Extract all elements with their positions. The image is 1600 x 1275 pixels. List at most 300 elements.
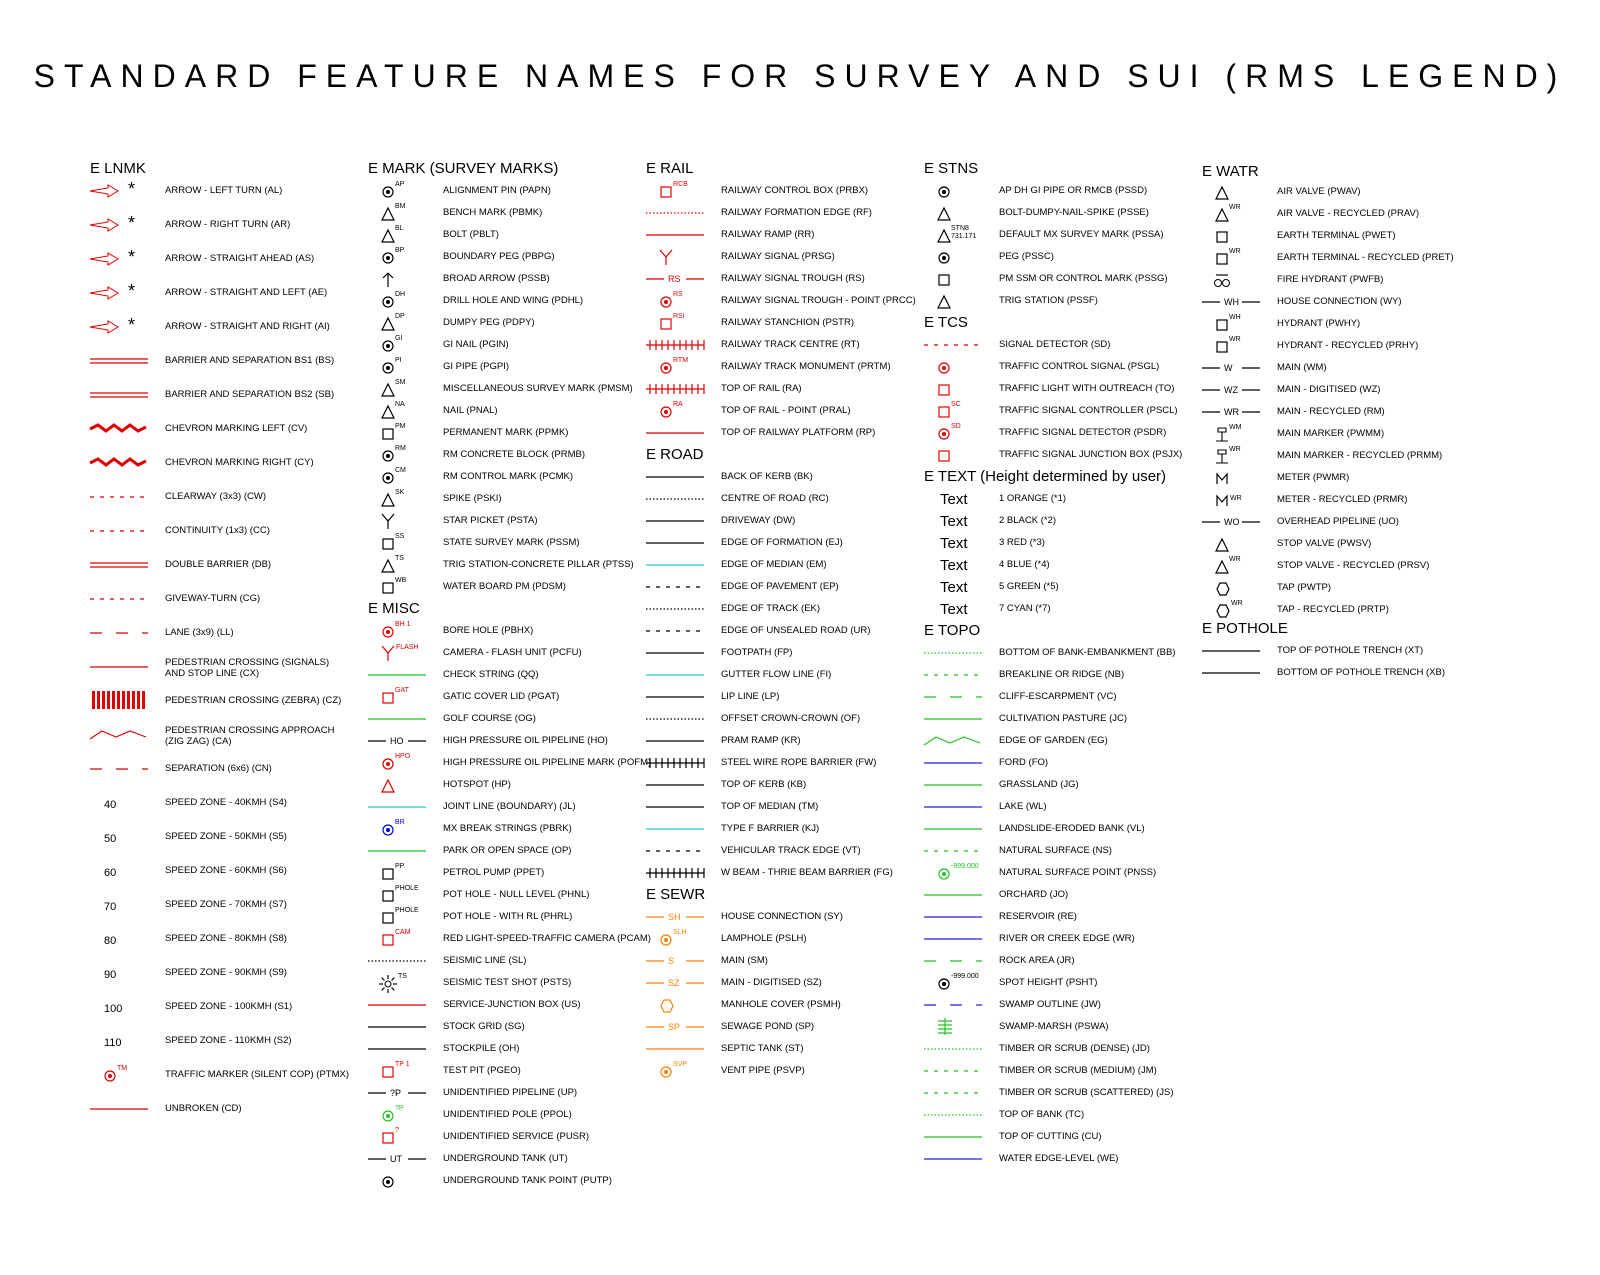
legend-label: RAILWAY TRACK CENTRE (RT) — [721, 339, 860, 350]
legend-label: ROCK AREA (JR) — [999, 955, 1075, 966]
legend-label: STOP VALVE - RECYCLED (PRSV) — [1277, 560, 1430, 571]
legend-row — [90, 826, 380, 848]
legend-label: LANDSLIDE-ERODED BANK (VL) — [999, 823, 1145, 834]
zebra-symbol-icon — [82, 687, 156, 715]
legend-label: GUTTER FLOW LINE (FI) — [721, 669, 832, 680]
legend-label: BOTTOM OF BANK-EMBANKMENT (BB) — [999, 647, 1176, 658]
legend-row — [90, 1030, 380, 1052]
svg-text:WZ: WZ — [1224, 385, 1238, 395]
legend-label: LANE (3x9) (LL) — [165, 627, 234, 638]
legend-label: PEDESTRIAN CROSSING (ZEBRA) (CZ) — [165, 695, 342, 706]
legend-label: DUMPY PEG (PDPY) — [443, 317, 535, 328]
legend-label: EARTH TERMINAL - RECYCLED (PRET) — [1277, 252, 1454, 263]
legend-label: SEPTIC TANK (ST) — [721, 1043, 804, 1054]
legend-label: SEISMIC LINE (SL) — [443, 955, 527, 966]
legend-label: RAILWAY FORMATION EDGE (RF) — [721, 207, 872, 218]
svg-text:RS: RS — [673, 291, 683, 298]
legend-label: AP DH GI PIPE OR RMCB (PSSD) — [999, 185, 1148, 196]
legend-row — [90, 724, 380, 746]
section-heading: E SEWR — [646, 886, 706, 903]
svg-text:SS: SS — [395, 533, 405, 540]
legend-label: PERMANENT MARK (PPMK) — [443, 427, 569, 438]
svg-text:*: * — [128, 213, 136, 233]
section-heading: E MISC — [368, 600, 420, 617]
text-symbol-icon — [82, 925, 156, 953]
legend-label: MAIN - RECYCLED (RM) — [1277, 406, 1385, 417]
svg-text:STN8: STN8 — [951, 225, 969, 232]
legend-row — [90, 690, 380, 712]
svg-text:FLASH: FLASH — [396, 644, 419, 651]
svg-text:GI: GI — [395, 335, 403, 342]
legend-row — [90, 452, 380, 474]
legend-label: MANHOLE COVER (PSMH) — [721, 999, 841, 1010]
legend-label: DRIVEWAY (DW) — [721, 515, 796, 526]
legend-row — [90, 248, 380, 270]
legend-label: LAMPHOLE (PSLH) — [721, 933, 807, 944]
legend-label: MX BREAK STRINGS (PBRK) — [443, 823, 572, 834]
svg-text:WR: WR — [1230, 495, 1242, 502]
legend-label: PEG (PSSC) — [999, 251, 1054, 262]
svg-text:WH: WH — [1224, 297, 1239, 307]
legend-label: NAIL (PNAL) — [443, 405, 498, 416]
circle-symbol-icon — [360, 1167, 434, 1195]
legend-label: CENTRE OF ROAD (RC) — [721, 493, 829, 504]
legend-label: 2 BLACK (*2) — [999, 515, 1057, 526]
legend-label: DOUBLE BARRIER (DB) — [165, 559, 272, 570]
text-symbol-icon — [82, 857, 156, 885]
legend-label: BORE HOLE (PBHX) — [443, 625, 534, 636]
svg-text:HO: HO — [390, 736, 404, 746]
svg-text:SD: SD — [951, 423, 961, 430]
svg-text:TS: TS — [398, 973, 407, 980]
legend-label: WATER BOARD PM (PDSM) — [443, 581, 566, 592]
legend-label: PARK OR OPEN SPACE (OP) — [443, 845, 572, 856]
legend-label: LIP LINE (LP) — [721, 691, 780, 702]
legend-label: SPIKE (PSKI) — [443, 493, 502, 504]
legend-label: GI NAIL (PGIN) — [443, 339, 509, 350]
line-symbol-icon — [82, 1095, 156, 1123]
legend-label: MAIN MARKER (PWMM) — [1277, 428, 1385, 439]
legend-label: DEFAULT MX SURVEY MARK (PSSA) — [999, 229, 1164, 240]
svg-text:AP: AP — [395, 181, 405, 188]
svg-text:WB: WB — [395, 577, 407, 584]
legend-row — [90, 1064, 380, 1086]
legend-label: RAILWAY SIGNAL (PRSG) — [721, 251, 835, 262]
svg-text:CM: CM — [395, 467, 406, 474]
arrow-symbol-icon — [82, 177, 156, 205]
legend-label: PM SSM OR CONTROL MARK (PSSG) — [999, 273, 1168, 284]
legend-label: ALIGNMENT PIN (PAPN) — [443, 185, 551, 196]
legend-row — [90, 486, 380, 508]
zigzag-symbol-icon — [82, 721, 156, 749]
section-heading: E POTHOLE — [1202, 620, 1288, 637]
legend-label: TOP OF KERB (KB) — [721, 779, 807, 790]
svg-text:NA: NA — [395, 401, 405, 408]
legend-row — [90, 520, 380, 542]
legend-label: RAILWAY STANCHION (PSTR) — [721, 317, 855, 328]
legend-label: TRIG STATION-CONCRETE PILLAR (PTSS) — [443, 559, 634, 570]
section-heading: E TEXT (Height determined by user) — [924, 468, 1167, 485]
legend-label: GI PIPE (PGPI) — [443, 361, 509, 372]
legend-label: BENCH MARK (PBMK) — [443, 207, 543, 218]
legend-label: STATE SURVEY MARK (PSSM) — [443, 537, 580, 548]
legend-label: PEDESTRIAN CROSSING (SIGNALS) AND STOP LINE (CX) — [165, 657, 330, 679]
legend-label: TRAFFIC SIGNAL JUNCTION BOX (PSJX) — [999, 449, 1183, 460]
legend-label: TOP OF BANK (TC) — [999, 1109, 1085, 1120]
legend-label: HYDRANT (PWHY) — [1277, 318, 1361, 329]
section-heading: E MARK (SURVEY MARKS) — [368, 160, 559, 177]
legend-label: TOP OF RAIL (RA) — [721, 383, 802, 394]
section-heading: E TCS — [924, 314, 968, 331]
svg-text:GAT: GAT — [395, 687, 409, 694]
legend-label: RESERVOIR (RE) — [999, 911, 1077, 922]
legend-row — [1202, 599, 1492, 621]
longdash-symbol-icon — [82, 755, 156, 783]
thick-symbol-icon — [82, 415, 156, 443]
text-symbol-icon — [82, 993, 156, 1021]
svg-text:BM: BM — [395, 203, 406, 210]
section-heading: E WATR — [1202, 163, 1259, 180]
legend-label: OFFSET CROWN-CROWN (OF) — [721, 713, 861, 724]
legend-label: STAR PICKET (PSTA) — [443, 515, 538, 526]
circle-symbol-icon — [638, 1057, 712, 1085]
double-symbol-icon — [82, 381, 156, 409]
legend-label: ARROW - STRAIGHT AND RIGHT (AI) — [165, 321, 330, 332]
legend-label: PRAM RAMP (KR) — [721, 735, 801, 746]
legend-label: MAIN (WM) — [1277, 362, 1327, 373]
legend-row — [90, 860, 380, 882]
svg-text:BR: BR — [395, 819, 405, 826]
svg-text:PP: PP — [395, 863, 405, 870]
legend-label: BOLT (PBLT) — [443, 229, 499, 240]
legend-row — [90, 622, 380, 644]
legend-label: HOUSE CONNECTION (SY) — [721, 911, 843, 922]
svg-text:PM: PM — [395, 423, 406, 430]
legend-label: GOLF COURSE (OG) — [443, 713, 536, 724]
section-heading: E RAIL — [646, 160, 694, 177]
legend-label: TOP OF POTHOLE TRENCH (XT) — [1277, 645, 1424, 656]
legend-row — [90, 1098, 380, 1120]
svg-text:100: 100 — [104, 1003, 123, 1015]
legend-label: TEST PIT (PGEO) — [443, 1065, 521, 1076]
legend-label: TRAFFIC CONTROL SIGNAL (PSGL) — [999, 361, 1160, 372]
svg-text:RTM: RTM — [673, 357, 689, 364]
legend-label: EDGE OF TRACK (EK) — [721, 603, 821, 614]
svg-text:*: * — [128, 281, 136, 301]
section-heading: E TOPO — [924, 622, 981, 639]
double-symbol-icon — [82, 347, 156, 375]
legend-label: NATURAL SURFACE POINT (PNSS) — [999, 867, 1157, 878]
legend-label: CONTINUITY (1x3) (CC) — [165, 525, 270, 536]
legend-row — [90, 928, 380, 950]
svg-text:110: 110 — [104, 1037, 122, 1049]
legend-label: GATIC COVER LID (PGAT) — [443, 691, 560, 702]
svg-text:RSI: RSI — [673, 313, 685, 320]
svg-text:*: * — [128, 247, 136, 267]
legend-label: TRAFFIC SIGNAL CONTROLLER (PSCL) — [999, 405, 1178, 416]
svg-text:TP 1: TP 1 — [395, 1061, 410, 1068]
legend-label: HOUSE CONNECTION (WY) — [1277, 296, 1402, 307]
legend-row — [90, 588, 380, 610]
svg-text:SVP: SVP — [673, 1061, 688, 1068]
legend-label: RAILWAY TRACK MONUMENT (PRTM) — [721, 361, 891, 372]
svg-text:Text: Text — [940, 535, 968, 552]
legend-row — [90, 418, 380, 440]
legend-label: SPEED ZONE - 70KMH (S7) — [165, 899, 287, 910]
legend-label: EDGE OF UNSEALED ROAD (UR) — [721, 625, 871, 636]
section-heading: E ROAD — [646, 446, 704, 463]
svg-text:TM: TM — [117, 1065, 128, 1072]
legend-label: UNIDENTIFIED PIPELINE (UP) — [443, 1087, 578, 1098]
legend-label: TRAFFIC MARKER (SILENT COP) (PTMX) — [165, 1069, 350, 1080]
svg-text:PI: PI — [395, 357, 402, 364]
legend-label: SERVICE-JUNCTION BOX (US) — [443, 999, 581, 1010]
legend-label: BOLT-DUMPY-NAIL-SPIKE (PSSE) — [999, 207, 1149, 218]
legend-label: FORD (FO) — [999, 757, 1049, 768]
legend-label: TAP - RECYCLED (PRTP) — [1277, 604, 1389, 615]
svg-text:WR: WR — [1229, 204, 1241, 211]
svg-text:WR: WR — [1224, 407, 1239, 417]
legend-row — [646, 862, 936, 884]
line-symbol-icon — [638, 419, 712, 447]
legend-label: RM CONCRETE BLOCK (PRMB) — [443, 449, 585, 460]
legend-label: 5 GREEN (*5) — [999, 581, 1059, 592]
svg-text:SK: SK — [395, 489, 405, 496]
triangle-symbol-icon — [916, 287, 990, 315]
svg-text:DH: DH — [395, 291, 406, 298]
legend-label: HYDRANT - RECYCLED (PRHY) — [1277, 340, 1419, 351]
legend-label: DRILL HOLE AND WING (PDHL) — [443, 295, 584, 306]
svg-text:S: S — [668, 956, 675, 966]
legend-label: POT HOLE - NULL LEVEL (PHNL) — [443, 889, 590, 900]
legend-label: 1 ORANGE (*1) — [999, 493, 1067, 504]
svg-text:WH: WH — [1229, 314, 1241, 321]
legend-label: UNBROKEN (CD) — [165, 1103, 242, 1114]
svg-text:WR: WR — [1229, 248, 1241, 255]
legend-label: ARROW - LEFT TURN (AL) — [165, 185, 283, 196]
legend-label: PEDESTRIAN CROSSING APPROACH (ZIG ZAG) (CA) — [165, 725, 335, 747]
legend-row — [646, 422, 936, 444]
line-symbol-icon — [82, 653, 156, 681]
square-symbol-icon — [916, 441, 990, 469]
svg-text:70: 70 — [104, 901, 117, 913]
legend-label: SPEED ZONE - 40KMH (S4) — [165, 797, 287, 808]
legend-label: MISCELLANEOUS SURVEY MARK (PMSM) — [443, 383, 633, 394]
svg-text:SP: SP — [668, 1022, 681, 1032]
arrow-symbol-icon — [82, 279, 156, 307]
text-symbol-icon — [82, 789, 156, 817]
legend-label: CLIFF-ESCARPMENT (VC) — [999, 691, 1117, 702]
legend-label: BREAKLINE OR RIDGE (NB) — [999, 669, 1125, 680]
svg-text:40: 40 — [104, 799, 117, 811]
legend-label: UNIDENTIFIED SERVICE (PUSR) — [443, 1131, 590, 1142]
svg-text:Text: Text — [940, 513, 968, 530]
legend-label: HOTSPOT (HP) — [443, 779, 511, 790]
svg-text:RA: RA — [673, 401, 683, 408]
legend-label: SPEED ZONE - 80KMH (S8) — [165, 933, 287, 944]
legend-label: TRAFFIC LIGHT WITH OUTREACH (TO) — [999, 383, 1175, 394]
svg-text:SZ: SZ — [668, 978, 680, 988]
text-symbol-icon — [82, 1027, 156, 1055]
legend-label: PETROL PUMP (PPET) — [443, 867, 545, 878]
dash-symbol-icon — [82, 585, 156, 613]
legend-label: SPEED ZONE - 110KMH (S2) — [165, 1035, 292, 1046]
legend-label: EDGE OF PAVEMENT (EP) — [721, 581, 839, 592]
svg-text:WO: WO — [1224, 517, 1240, 527]
legend-label: SPEED ZONE - 90KMH (S9) — [165, 967, 287, 978]
svg-text:*: * — [128, 179, 136, 199]
legend-label: TAP (PWTP) — [1277, 582, 1332, 593]
svg-text:?: ? — [395, 1127, 399, 1134]
legend-label: TRIG STATION (PSSF) — [999, 295, 1098, 306]
svg-text:RCB: RCB — [673, 181, 688, 188]
legend-label: STOP VALVE (PWSV) — [1277, 538, 1372, 549]
legend-label: FOOTPATH (FP) — [721, 647, 793, 658]
svg-text:Text: Text — [940, 579, 968, 596]
legend-label: HIGH PRESSURE OIL PIPELINE MARK (POFM) — [443, 757, 652, 768]
legend-row — [90, 214, 380, 236]
legend-label: WATER EDGE-LEVEL (WE) — [999, 1153, 1119, 1164]
svg-text:?P: ?P — [395, 1105, 404, 1112]
legend-label: MAIN (SM) — [721, 955, 768, 966]
legend-label: RAILWAY RAMP (RR) — [721, 229, 815, 240]
legend-label: GIVEWAY-TURN (CG) — [165, 593, 261, 604]
legend-label: MAIN - DIGITISED (SZ) — [721, 977, 822, 988]
double-symbol-icon — [82, 551, 156, 579]
legend-label: EARTH TERMINAL (PWET) — [1277, 230, 1396, 241]
legend-row — [924, 290, 1214, 312]
legend-label: CLEARWAY (3x3) (CW) — [165, 491, 266, 502]
svg-text:50: 50 — [104, 833, 117, 845]
legend-label: ORCHARD (JO) — [999, 889, 1069, 900]
legend-label: SPOT HEIGHT (PSHT) — [999, 977, 1098, 988]
legend-label: UNDERGROUND TANK (UT) — [443, 1153, 568, 1164]
arrow-symbol-icon — [82, 313, 156, 341]
legend-label: EDGE OF FORMATION (EJ) — [721, 537, 843, 548]
arrow-symbol-icon — [82, 211, 156, 239]
legend-label: TYPE F BARRIER (KJ) — [721, 823, 820, 834]
legend-label: CHEVRON MARKING LEFT (CV) — [165, 423, 308, 434]
legend-row — [90, 384, 380, 406]
legend-label: TRAFFIC SIGNAL DETECTOR (PSDR) — [999, 427, 1167, 438]
legend-label: UNIDENTIFIED POLE (PPOL) — [443, 1109, 572, 1120]
legend-row — [1202, 662, 1492, 684]
legend-label: JOINT LINE (BOUNDARY) (JL) — [443, 801, 576, 812]
legend-row — [368, 1170, 658, 1192]
dash-symbol-icon — [82, 517, 156, 545]
svg-text:?P: ?P — [390, 1088, 402, 1098]
svg-text:W: W — [1224, 363, 1233, 373]
legend-label: BROAD ARROW (PSSB) — [443, 273, 550, 284]
svg-text:WR: WR — [1231, 600, 1243, 607]
legend-label: METER - RECYCLED (PRMR) — [1277, 494, 1408, 505]
legend-row — [90, 180, 380, 202]
legend-label: BARRIER AND SEPARATION BS1 (BS) — [165, 355, 335, 366]
legend-label: RIVER OR CREEK EDGE (WR) — [999, 933, 1135, 944]
svg-text:TS: TS — [395, 555, 404, 562]
legend-label: 4 BLUE (*4) — [999, 559, 1050, 570]
legend-row — [90, 894, 380, 916]
legend-label: ARROW - STRAIGHT AHEAD (AS) — [165, 253, 315, 264]
legend-title: STANDARD FEATURE NAMES FOR SURVEY AND SUI (RMS LEGEND) — [33, 58, 1567, 94]
legend-row — [90, 996, 380, 1018]
svg-text:WM: WM — [1229, 424, 1242, 431]
svg-text:80: 80 — [104, 935, 117, 947]
legend-label: ARROW - STRAIGHT AND LEFT (AE) — [165, 287, 328, 298]
legend-label: METER (PWMR) — [1277, 472, 1350, 483]
legend-label: W BEAM - THRIE BEAM BARRIER (FG) — [721, 867, 893, 878]
legend-label: RAILWAY SIGNAL TROUGH - POINT (PRCC) — [721, 295, 916, 306]
text-symbol-icon — [82, 959, 156, 987]
thick-symbol-icon — [82, 449, 156, 477]
svg-text:WR: WR — [1229, 336, 1241, 343]
svg-text:SC: SC — [951, 401, 961, 408]
legend-row — [90, 758, 380, 780]
legend-label: RED LIGHT-SPEED-TRAFFIC CAMERA (PCAM) — [443, 933, 651, 944]
legend-label: TIMBER OR SCRUB (SCATTERED) (JS) — [999, 1087, 1174, 1098]
legend-label: NATURAL SURFACE (NS) — [999, 845, 1112, 856]
legend-label: RM CONTROL MARK (PCMK) — [443, 471, 574, 482]
svg-text:CAM: CAM — [395, 929, 411, 936]
svg-text:*: * — [128, 315, 136, 335]
legend-label: SWAMP OUTLINE (JW) — [999, 999, 1101, 1010]
legend-row — [90, 316, 380, 338]
legend-label: VENT PIPE (PSVP) — [721, 1065, 805, 1076]
legend-label: HIGH PRESSURE OIL PIPELINE (HO) — [443, 735, 608, 746]
legend-row — [90, 656, 380, 678]
svg-text:RS: RS — [668, 274, 681, 284]
svg-text:PHOLE: PHOLE — [395, 885, 419, 892]
svg-text:Text: Text — [940, 601, 968, 618]
svg-text:SM: SM — [395, 379, 406, 386]
line-symbol-icon — [1194, 659, 1268, 687]
svg-text:WR: WR — [1229, 446, 1241, 453]
svg-text:SLH: SLH — [673, 929, 687, 936]
svg-text:60: 60 — [104, 867, 117, 879]
svg-text:RM: RM — [395, 445, 406, 452]
legend-label: TOP OF CUTTING (CU) — [999, 1131, 1102, 1142]
svg-text:BP: BP — [395, 247, 405, 254]
svg-text:SH: SH — [668, 912, 681, 922]
svg-text:-999.000: -999.000 — [951, 973, 979, 980]
svg-text:HPO: HPO — [395, 753, 411, 760]
legend-row — [924, 444, 1214, 466]
rail-symbol-icon — [638, 859, 712, 887]
legend-label: TIMBER OR SCRUB (MEDIUM) (JM) — [999, 1065, 1157, 1076]
dash-symbol-icon — [82, 483, 156, 511]
legend-label: ARROW - RIGHT TURN (AR) — [165, 219, 291, 230]
legend-label: TOP OF RAIL - POINT (PRAL) — [721, 405, 851, 416]
legend-row — [90, 554, 380, 576]
circle-symbol-icon — [82, 1061, 156, 1089]
legend-label: STEEL WIRE ROPE BARRIER (FW) — [721, 757, 877, 768]
svg-text:DP: DP — [395, 313, 405, 320]
text-symbol-icon — [916, 595, 990, 623]
text-symbol-icon — [82, 891, 156, 919]
legend-label: SEISMIC TEST SHOT (PSTS) — [443, 977, 572, 988]
legend-label: VEHICULAR TRACK EDGE (VT) — [721, 845, 861, 856]
svg-text:731.171: 731.171 — [951, 233, 977, 240]
arrow-symbol-icon — [82, 245, 156, 273]
legend-row — [90, 282, 380, 304]
line-symbol-icon — [916, 1145, 990, 1173]
legend-label: CHECK STRING (QQ) — [443, 669, 539, 680]
text-symbol-icon — [82, 823, 156, 851]
legend-label: MAIN MARKER - RECYCLED (PRMM) — [1277, 450, 1443, 461]
legend-row — [90, 350, 380, 372]
legend-label: OVERHEAD PIPELINE (UO) — [1277, 516, 1399, 527]
legend-label: RAILWAY CONTROL BOX (PRBX) — [721, 185, 869, 196]
